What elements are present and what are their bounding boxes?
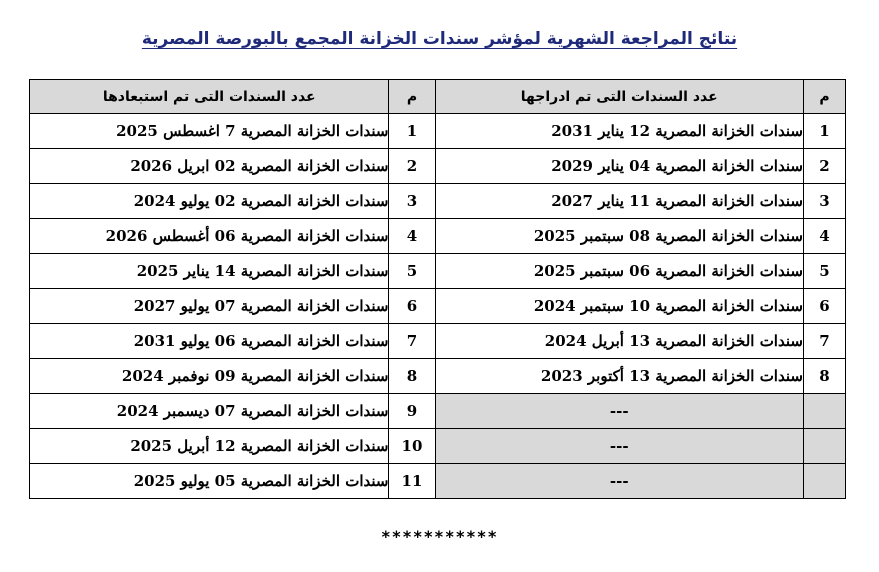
- table-row: [30, 429, 846, 464]
- included-serial: 5: [803, 254, 845, 289]
- header-serial-excluded: م: [389, 80, 435, 114]
- excluded-serial: 4: [389, 219, 435, 254]
- included-bond-empty: ---: [435, 394, 803, 429]
- included-bond: سندات الخزانة المصرية 13 أكتوبر 2023: [435, 359, 803, 394]
- table-row: [30, 359, 846, 394]
- excluded-serial: 8: [389, 359, 435, 394]
- excluded-bond: سندات الخزانة المصرية 07 ديسمبر 2024: [30, 394, 389, 429]
- table-row: [30, 114, 846, 149]
- table-row: [30, 464, 846, 499]
- excluded-bond: سندات الخزانة المصرية 02 ابريل 2026: [30, 149, 389, 184]
- excluded-serial: 11: [389, 464, 435, 499]
- page-title: نتائج المراجعة الشهرية لمؤشر سندات الخزانة المجمع بالبورصة المصرية: [141, 29, 738, 49]
- included-serial: 4: [803, 219, 845, 254]
- included-bond: سندات الخزانة المصرية 11 يناير 2027: [435, 184, 803, 219]
- excluded-bond: سندات الخزانة المصرية 06 أغسطس 2026: [30, 219, 389, 254]
- header-included-bonds: عدد السندات التى تم ادراجها: [435, 80, 803, 114]
- table-header-row: [30, 80, 846, 114]
- included-bond: سندات الخزانة المصرية 04 يناير 2029: [435, 149, 803, 184]
- excluded-serial: 3: [389, 184, 435, 219]
- included-serial-empty: [803, 464, 845, 499]
- excluded-bond: سندات الخزانة المصرية 05 يوليو 2025: [30, 464, 389, 499]
- table-row: [30, 184, 846, 219]
- table-row: [30, 219, 846, 254]
- footer-stars: ***********: [381, 527, 498, 546]
- included-bond: سندات الخزانة المصرية 06 سبتمبر 2025: [435, 254, 803, 289]
- included-bond: سندات الخزانة المصرية 13 أبريل 2024: [435, 324, 803, 359]
- excluded-serial: 1: [389, 114, 435, 149]
- included-serial-empty: [803, 429, 845, 464]
- excluded-bond: سندات الخزانة المصرية 06 يوليو 2031: [30, 324, 389, 359]
- table-row: [30, 149, 846, 184]
- excluded-bond: سندات الخزانة المصرية 14 يناير 2025: [30, 254, 389, 289]
- table-row: [30, 324, 846, 359]
- included-bond: سندات الخزانة المصرية 12 يناير 2031: [435, 114, 803, 149]
- included-serial: 6: [803, 289, 845, 324]
- excluded-bond: سندات الخزانة المصرية 09 نوفمبر 2024: [30, 359, 389, 394]
- excluded-serial: 6: [389, 289, 435, 324]
- header-serial-included: م: [803, 80, 845, 114]
- header-excluded-bonds: عدد السندات التى تم استبعادها: [30, 80, 389, 114]
- included-bond-empty: ---: [435, 464, 803, 499]
- included-serial: 1: [803, 114, 845, 149]
- included-bond-empty: ---: [435, 429, 803, 464]
- bonds-table: [29, 79, 846, 499]
- included-bond: سندات الخزانة المصرية 08 سبتمبر 2025: [435, 219, 803, 254]
- excluded-serial: 10: [389, 429, 435, 464]
- excluded-serial: 5: [389, 254, 435, 289]
- included-serial: 7: [803, 324, 845, 359]
- included-serial: 3: [803, 184, 845, 219]
- table-row: [30, 254, 846, 289]
- included-bond: سندات الخزانة المصرية 10 سبتمبر 2024: [435, 289, 803, 324]
- excluded-bond: سندات الخزانة المصرية 7 اغسطس 2025: [30, 114, 389, 149]
- excluded-serial: 9: [389, 394, 435, 429]
- table-row: [30, 289, 846, 324]
- included-serial: 2: [803, 149, 845, 184]
- included-serial: 8: [803, 359, 845, 394]
- excluded-bond: سندات الخزانة المصرية 12 أبريل 2025: [30, 429, 389, 464]
- excluded-serial: 7: [389, 324, 435, 359]
- table-row: [30, 394, 846, 429]
- excluded-serial: 2: [389, 149, 435, 184]
- excluded-bond: سندات الخزانة المصرية 07 يوليو 2027: [30, 289, 389, 324]
- included-serial-empty: [803, 394, 845, 429]
- excluded-bond: سندات الخزانة المصرية 02 يوليو 2024: [30, 184, 389, 219]
